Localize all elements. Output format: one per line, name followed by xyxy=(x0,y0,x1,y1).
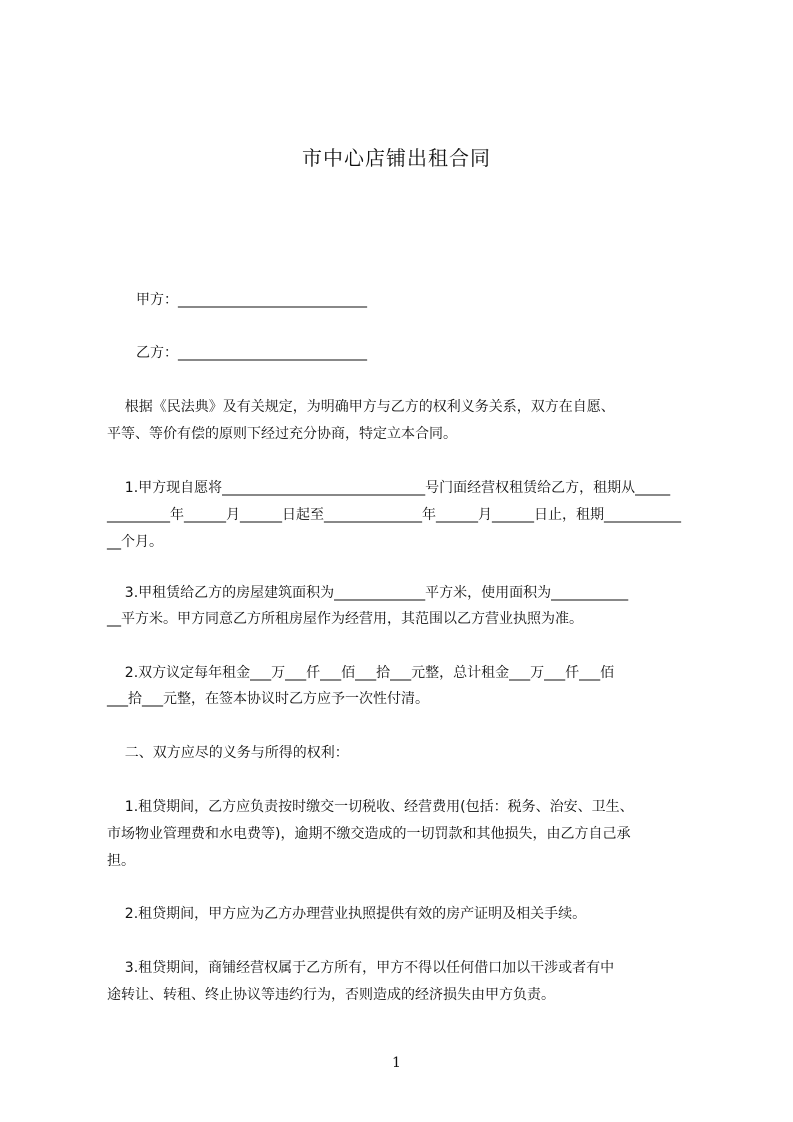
document-title: 市中心店铺出租合同 xyxy=(302,146,491,170)
clause-1-line: 1.甲方现自愿将_____________________________号门面经营权租赁给乙方，租期从_____ xyxy=(107,480,671,496)
page-number: 1 xyxy=(392,1055,401,1071)
clause-1-line: _________年______月______日起至______________年______月______日止，租期___________ xyxy=(107,507,681,523)
duty-1-line: 市场物业管理费和水电费等)，逾期不缴交造成的一切罚款和其他损失，由乙方自己承 xyxy=(107,826,631,842)
duty-2-line: 2.租贷期间，甲方应为乙方办理营业执照提供有效的房产证明及相关手续。 xyxy=(107,906,587,922)
preamble-line: 根据《民法典》及有关规定，为明确甲方与乙方的权利义务关系，双方在自愿、 xyxy=(107,399,615,415)
clause-2-line: ___拾___元整，在签本协议时乙方应予一次性付清。 xyxy=(107,691,429,707)
clause-3-line: 3.甲租赁给乙方的房屋建筑面积为_____________平方米，使用面积为___________ xyxy=(107,585,629,601)
section-2-heading: 二、双方应尽的义务与所得的权利： xyxy=(107,745,349,761)
duty-1-line: 1.租贷期间，乙方应负责按时缴交一切税收、经营费用(包括：税务、治安、卫生、 xyxy=(107,799,634,815)
clause-3-line: __平方米。甲方同意乙方所租房屋作为经营用，其范围以乙方营业执照为准。 xyxy=(107,611,583,627)
party-b-line: 乙方：___________________________ xyxy=(136,345,367,361)
duty-3-line: 3.租贷期间，商铺经营权属于乙方所有，甲方不得以任何借口加以干涉或者有中 xyxy=(107,960,615,976)
clause-1-line: __个月。 xyxy=(107,534,163,550)
duty-1-line: 担。 xyxy=(107,853,135,869)
clause-2-line: 2.双方议定每年租金___万___仟___佰___拾___元整，总计租金___万___仟___佰 xyxy=(107,665,615,681)
preamble-line: 平等、等价有偿的原则下经过充分协商，特定立本合同。 xyxy=(107,426,457,442)
duty-3-line: 途转让、转租、终止协议等违约行为，否则造成的经济损失由甲方负责。 xyxy=(107,987,555,1003)
party-a-line: 甲方：___________________________ xyxy=(136,292,367,308)
